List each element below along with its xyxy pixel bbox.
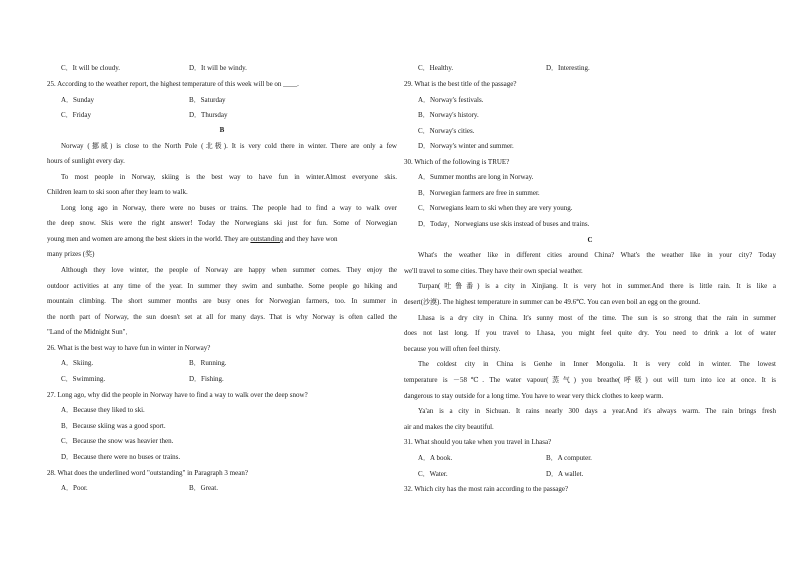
q26-stem: 26. What is the best way to have fun in winter in Norway?: [47, 344, 211, 352]
q30-option-b: B．Norwegian farmers are free in summer.: [418, 189, 540, 197]
passage-c-line: The coldest city in China is Genhe in Inner Mongolia. It is very cold in winter. The lowest: [418, 360, 776, 368]
q28-option-c: C．Healthy.: [418, 64, 454, 72]
q25-stem: 25. According to the weather report, the highest temperature of this week will be on ____.: [47, 80, 299, 88]
q29-option-c: C．Norway's cities.: [418, 127, 475, 135]
q29-stem: 29. What is the best title of the passage?: [404, 80, 517, 88]
passage-b-line: mountain climbing. The short summer months are busy ones for Norwegian farmers, too. In summer in: [47, 297, 397, 305]
passage-c-line: Ya'an is a city in Sichuan. It rains nearly 300 days a year.And it's always warm. The rain brings fresh: [418, 407, 776, 415]
q27-option-d: D．Because there were no buses or trains.: [61, 453, 181, 461]
q28-option-b: B．Great.: [189, 484, 218, 492]
passage-b-line: Norway (挪威) is close to the North Pole (北极). It is very cold there in winter. There are only a few: [61, 142, 397, 150]
q24-option-d: D．It will be windy.: [189, 64, 247, 72]
passage-b-line: many prizes (奖): [47, 250, 95, 258]
q29-option-a: A．Norway's festivals.: [418, 96, 484, 104]
q26-option-b: B．Running.: [189, 359, 227, 367]
passage-c-line: does not last long. If you travel to Lhasa, you might feel quite dry. You need to drink a lot of water: [404, 329, 776, 337]
passage-b-line: hours of sunlight every day.: [47, 157, 125, 165]
q30-option-a: A．Summer months are long in Norway.: [418, 173, 534, 181]
passage-c-line: air and makes the city beautiful.: [404, 423, 494, 431]
q28-stem: 28. What does the underlined word "outstanding" in Paragraph 3 mean?: [47, 469, 248, 477]
passage-c-line: Turpan(吐鲁番) is a city in Xinjiang. It is very hot in summer.And there is little rain. It is like a: [418, 282, 776, 290]
passage-b-line: the north part of Norway, the sun doesn't set at all for many days. That is why Norway is often called the: [47, 313, 397, 321]
q30-option-d: D．Today，Norwegians use skis instead of buses and trains.: [418, 220, 590, 228]
passage-c-line: dangerous to stay outside for a long time. You have to wear very thick clothes to keep warm.: [404, 392, 664, 400]
q25-option-a: A．Sunday: [61, 96, 95, 104]
underlined-word-outstanding: outstanding: [250, 235, 284, 243]
q32-stem: 32. Which city has the most rain according to the passage?: [404, 485, 569, 493]
passage-b-line: Children learn to ski soon after they learn to walk.: [47, 188, 188, 196]
q27-stem: 27. Long ago, why did the people in Norway have to find a way to walk over the deep snow?: [47, 391, 308, 399]
passage-b-line: To most people in Norway, skiing is the best way to have fun in winter.Almost everyone skis.: [61, 173, 397, 181]
q27-option-c: C．Because the snow was heavier then.: [61, 437, 174, 445]
passage-c-line: temperature is －58℃. The water vapour(蒸气) you breathe(呼吸) out will turn into ice at once. It is: [404, 376, 776, 384]
passage-b-text: young men and women are among the best skiers in the world. They are: [47, 235, 249, 243]
passage-b-line: Long long ago in Norway, there were no buses or trains. The people had to find a way to walk over: [61, 204, 397, 212]
passage-c-line: Lhasa is a dry city in China. It's sunny most of the time. The sun is so strong that the rain in summer: [418, 314, 776, 322]
q26-options-row-2: [47, 373, 397, 385]
passage-b-line: outdoor activities at any time of the year. In summer they swim and sunbathe. Some people go hiking and: [47, 282, 397, 290]
q26-options-row-1: [47, 357, 397, 369]
q25-options-row-1: [47, 94, 397, 106]
q31-options-row-2: [404, 468, 776, 480]
passage-b-line: "Land of the Midnight Sun"．: [47, 328, 133, 336]
q31-options-row-1: [404, 452, 776, 464]
q29-option-d: D．Norway's winter and summer.: [418, 142, 514, 150]
q28-options-row-1: [47, 482, 397, 494]
q27-option-b: B．Because skiing was a good sport.: [61, 422, 166, 430]
q25-option-c: C．Friday: [61, 111, 91, 119]
q30-stem: 30. Which of the following is TRUE?: [404, 158, 510, 166]
q27-option-a: A．Because they liked to ski.: [61, 406, 145, 414]
q28-option-d: D．Interesting.: [546, 64, 590, 72]
q25-options-row-2: [47, 109, 397, 121]
q24-options-row: [47, 62, 397, 74]
q28-options-row-2: [404, 62, 776, 74]
passage-c-line: because you will often feel thirsty.: [404, 345, 501, 353]
q24-option-c: C．It will be cloudy.: [61, 64, 121, 72]
passage-c-line: we'll travel to some cities. They have their own special weather.: [404, 267, 583, 275]
q26-option-d: D．Fishing.: [189, 375, 224, 383]
q29-option-b: B．Norway's history.: [418, 111, 479, 119]
q31-option-a: A．A book.: [418, 454, 453, 462]
q31-option-c: C．Water.: [418, 470, 448, 478]
q31-option-d: D．A wallet.: [546, 470, 584, 478]
q30-option-c: C．Norwegians learn to ski when they are very young.: [418, 204, 573, 212]
passage-c-line: What's the weather like in different cities around China? What's the weather like in your city? Today: [418, 251, 776, 259]
q25-option-b: B．Saturday: [189, 96, 226, 104]
q31-stem: 31. What should you take when you travel in Lhasa?: [404, 438, 552, 446]
section-c-heading: C: [587, 236, 593, 244]
q25-option-d: D．Thursday: [189, 111, 228, 119]
section-b-heading: B: [219, 126, 225, 134]
passage-b-line: Although they love winter, the people of Norway are happy when summer comes. They enjoy the: [61, 266, 397, 274]
passage-b-line: the deep snow. Skis were the right answer! Today the Norwegians ski just for fun. Some of Norwegian: [47, 219, 397, 227]
passage-b-text: and they have won: [284, 235, 338, 243]
q31-option-b: B．A computer.: [546, 454, 592, 462]
q26-option-a: A．Skiing.: [61, 359, 94, 367]
passage-b-line-underlined: [47, 233, 397, 245]
q28-option-a: A．Poor.: [61, 484, 88, 492]
q26-option-c: C．Swimming.: [61, 375, 106, 383]
passage-c-line: desert(沙漠). The highest temperature in summer can be 49.6℃. You can even boil an egg on the ground.: [404, 298, 701, 306]
